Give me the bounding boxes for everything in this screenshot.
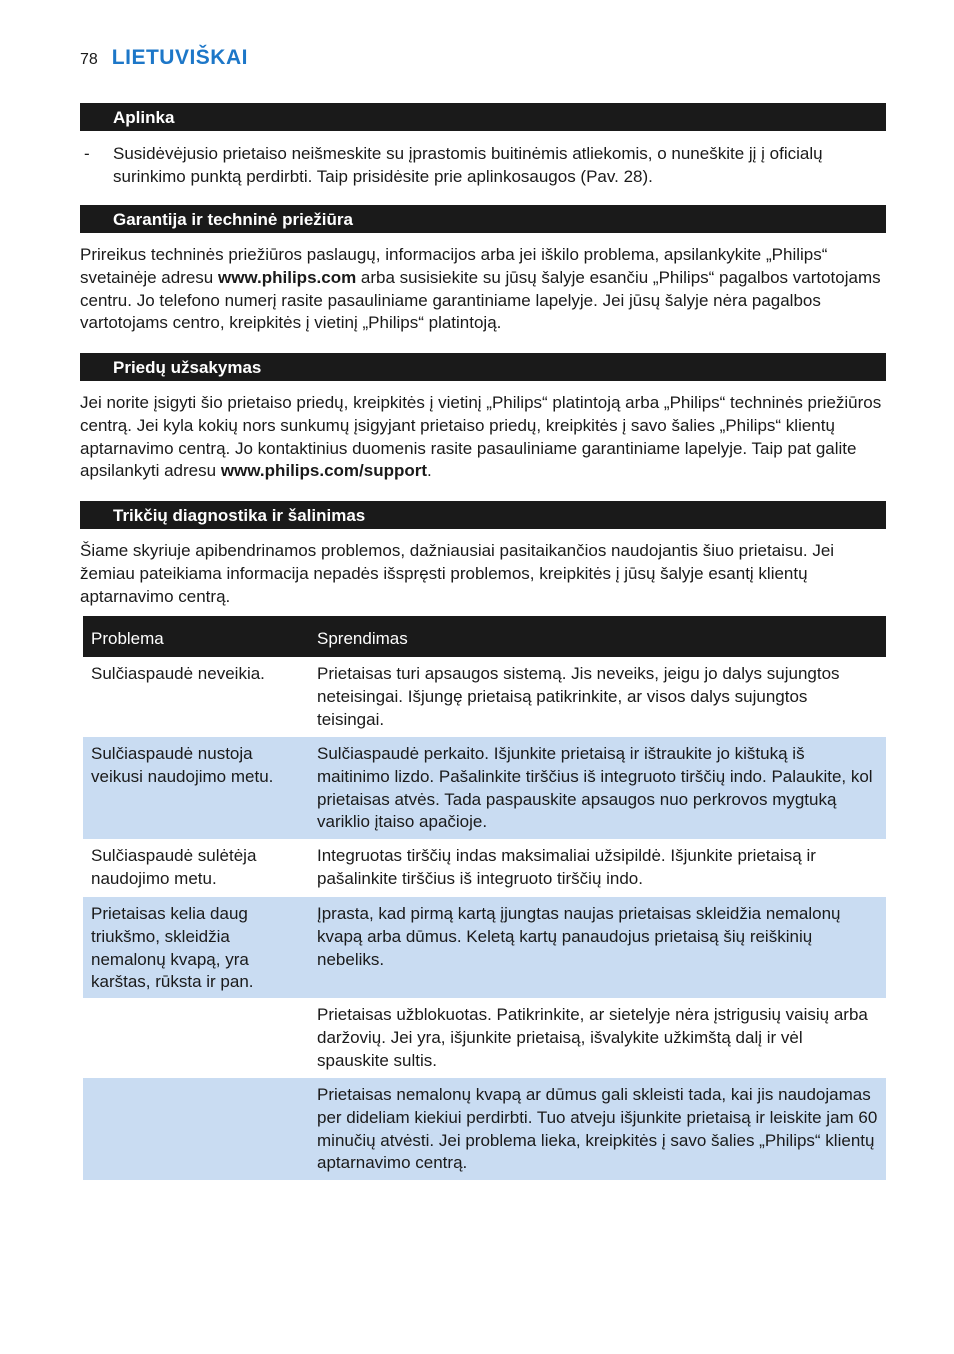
philips-support-link[interactable]: www.philips.com/support (220, 461, 428, 481)
solution-cell: Prietaisas turi apsaugos sistemą. Jis neveiks, jeigu jo dalys sujungtos neteisingai. Išjungę prietaisą patikrinkite, ar visos dalys sujungtos teisingai. (317, 664, 840, 729)
problem-cell: Sulčiaspaudė nustoja veikusi naudojimo metu. (91, 744, 274, 786)
solution-cell: Prietaisas užblokuotas. Patikrinkite, ar sietelyje nėra įstrigusių vaisių arba daržovių. Jei yra, išjunkite prietaisą, išvalykite užkimštą dalį ir vėl spauskite sultis. (317, 1005, 868, 1070)
page-number: 78 (80, 51, 98, 68)
section-heading-trikciu: Trikčių diagnostika ir šalinimas (80, 501, 886, 529)
problem-cell (83, 998, 309, 1078)
problem-cell: Sulčiaspaudė neveikia. (91, 664, 265, 683)
section-heading-aplinka: Aplinka (80, 103, 886, 131)
section-heading-garantija: Garantija ir techninė priežiūra (80, 205, 886, 233)
language-title: LIETUVIŠKAI (111, 46, 248, 69)
aplinka-text: Susidėvėjusio prietaiso neišmeskite su įprastomis buitinėmis atliekomis, o nuneškite jį į oficialų surinkimo punktą perdirbti. Taip prisidėsite prie aplinkosaugos (Pav. 28). (113, 144, 823, 186)
table-row (83, 998, 886, 1078)
troubleshooting-table (83, 616, 886, 1180)
column-header-sprendimas: Sprendimas (317, 629, 408, 648)
solution-cell: Sulčiaspaudė perkaito. Išjunkite prietaisą ir ištraukite jo kištuką iš maitinimo lizdo. Pašalinkite tirščius iš integruoto tirščių indo. Palaukite, kol prietaisas atvės. Tada paspauskite apsaugos nuo perkrovos mygtuką variklio įtaiso apačioje. (317, 744, 873, 832)
table-header-row (83, 616, 886, 657)
column-header-problema: Problema (91, 629, 164, 648)
solution-cell: Integruotas tirščių indas maksimaliai užsipildė. Išjunkite prietaisą ir pašalinkite tirščius iš integruoto tirščių indo. (317, 846, 816, 888)
philips-website-link[interactable]: www.philips.com (217, 267, 357, 287)
section-heading-priedu: Priedų užsakymas (80, 353, 886, 381)
solution-cell: Prietaisas nemalonų kvapą ar dūmus gali skleisti tada, kai jis naudojamas per dideliam kiekiui perdirbti. Tuo atveju išjunkite prietaisą ir leiskite jam 60 minučių atvėsti. Jei problema lieka, kreipkitės į savo šalies „Philips“ klientų aptarnavimo centrą. (317, 1085, 878, 1173)
problem-cell: Sulčiaspaudė sulėtėja naudojimo metu. (91, 846, 257, 888)
garantija-text-after: arba susisiekite su jūsų šalyje esančiu „Philips“ pagalbos vartotojams centru. Jo telefono numerį rasite pasauliniame garantiniame lapelyje. Jei jūsų šalyje nėra pagalbos vartotojams centro, kreipkitės į vietinį „Philips“ platintoją. (80, 267, 881, 333)
garantija-text-before: Prireikus techninės priežiūros paslaugų, informacijos arba jei iškilo problema, apsilankykite „Philips“ svetainėje adresu (80, 245, 828, 287)
bullet-dash: - (84, 144, 90, 163)
priedu-paragraph (80, 392, 886, 483)
priedu-text-after: . (427, 461, 432, 481)
solution-cell: Įprasta, kad pirmą kartą įjungtas naujas prietaisas skleidžia nemalonų kvapą arba dūmus. Keletą kartų panaudojus prietaisą šių reiškinių nebeliks. (317, 904, 841, 969)
table-row (83, 737, 886, 839)
table-row (83, 839, 886, 897)
table-row (83, 1078, 886, 1180)
garantija-paragraph (80, 244, 886, 335)
problem-cell (83, 1078, 309, 1180)
aplinka-bullet (80, 143, 886, 189)
table-row (83, 897, 886, 998)
page-header (80, 46, 248, 70)
priedu-text-before: Jei norite įsigyti šio prietaiso priedų, kreipkitės į vietinį „Philips“ platintoją arba „Philips“ techninės priežiūros centrą. Jei kyla kokių nors sunkumų įsigyjant prietaiso priedų, kreipkitės į savo šalies „Philips“ klientų aptarnavimo centrą. Jo kontaktinius duomenis rasite pasauliniame garantiniame lapelyje. Taip pat galite apsilankyti adresu (80, 393, 882, 481)
trikciu-intro: Šiame skyriuje apibendrinamos problemos, dažniausiai pasitaikančios naudojantis šiuo prietaisu. Jei žemiau pateikiama informacija nepadės išspręsti problemos, kreipkitės į jūsų šalyje esantį klientų aptarnavimo centrą. (80, 541, 835, 606)
table-row (83, 657, 886, 737)
problem-cell: Prietaisas kelia daug triukšmo, skleidžia nemalonų kvapą, yra karštas, rūksta ir pan. (91, 904, 254, 992)
